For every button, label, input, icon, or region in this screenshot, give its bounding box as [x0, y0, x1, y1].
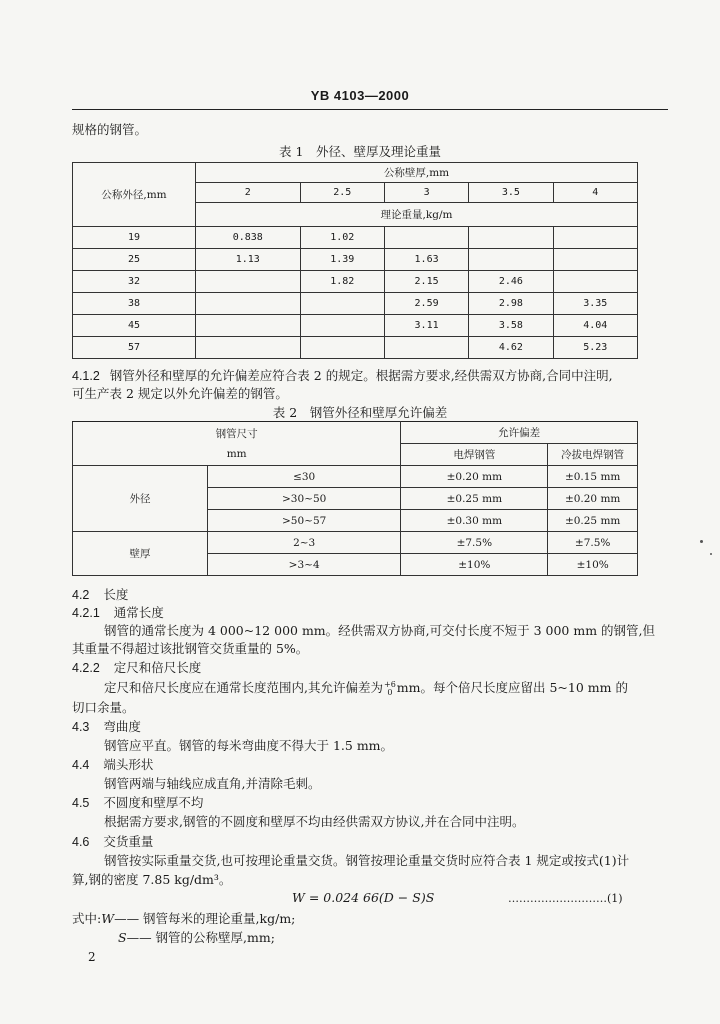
where-w-symbol: W [101, 911, 115, 926]
table1-wall-3.5: 3.5 [469, 183, 553, 203]
section-4-6-line1: 钢管按实际重量交货,也可按理论重量交货。钢管按理论重量交货时应符合表 1 规定或按式(1)计 [104, 853, 630, 868]
section-4-2-2-text-a: 定尺和倍尺长度应在通常长度范围内,其允许偏差为 [104, 680, 383, 695]
table1-weight-cell: 1.63 [384, 249, 468, 271]
where-w-text: —— 钢管每米的理论重量,kg/m; [114, 911, 296, 926]
table2-welded-cell: ±0.25 mm [401, 488, 548, 510]
table1-caption: 表 1 外径、壁厚及理论重量 [279, 144, 441, 159]
section-4-2-title: 长度 [103, 587, 129, 602]
where-s-symbol: S [118, 930, 127, 945]
section-4-4-text: 钢管两端与轴线应成直角,并清除毛刺。 [104, 776, 321, 791]
table1-weight-cell: 3.58 [469, 315, 553, 337]
section-4-2-heading [72, 586, 128, 604]
table-row [73, 249, 638, 271]
table1-weight-cell: 3.35 [553, 293, 637, 315]
table1 [72, 162, 638, 359]
section-4-2-2-number: 4.2.2 [72, 661, 100, 675]
section-4-2-2-heading [72, 659, 201, 677]
table1-weight-cell: 1.39 [300, 249, 384, 271]
table1-weight-cell [553, 271, 637, 293]
table2-size-label: 钢管尺寸 [215, 427, 258, 440]
table2-welded-cell: ±0.30 mm [401, 510, 548, 532]
table1-weight-cell: 2.59 [384, 293, 468, 315]
table-row [73, 337, 638, 359]
intro-line: 规格的钢管。 [72, 122, 148, 137]
table2-range-cell: ≤30 [208, 466, 401, 488]
table1-weight-cell [300, 293, 384, 315]
table-row [73, 466, 638, 488]
table1-weight-cell [196, 293, 301, 315]
section-4-5-number: 4.5 [72, 796, 90, 810]
table-row [73, 293, 638, 315]
table1-od-cell: 32 [73, 271, 196, 293]
section-4-2-1-heading [72, 604, 164, 622]
table1-od-cell: 25 [73, 249, 196, 271]
section-4-2-1-line1: 钢管的通常长度为 4 000~12 000 mm。经供需双方协商,可交付长度不短于 3 000 mm 的钢管,但 [104, 623, 656, 638]
table1-weight-cell: 1.82 [300, 271, 384, 293]
table1-wall-header: 公称壁厚,mm [196, 163, 638, 183]
table1-od-cell: 45 [73, 315, 196, 337]
section-4-1-2-number: 4.1.2 [72, 369, 100, 383]
standard-code-header: YB 4103—2000 [310, 88, 410, 103]
table2-size-unit: mm [226, 447, 247, 460]
where-line-s [118, 929, 275, 947]
table2-group-label: 外径 [73, 466, 208, 532]
table1-weight-cell: 4.04 [553, 315, 637, 337]
where-line-w [72, 910, 295, 928]
table1-weight-cell [384, 227, 468, 249]
table-row [73, 315, 638, 337]
section-4-3-heading [72, 718, 141, 736]
table1-weight-cell [300, 337, 384, 359]
table1-weight-cell: 5.23 [553, 337, 637, 359]
section-4-2-2-line2: 切口余量。 [72, 700, 135, 715]
section-4-6-title: 交货重量 [103, 834, 154, 849]
table2 [72, 421, 638, 576]
table1-weight-cell [196, 315, 301, 337]
table1-weight-cell [384, 337, 468, 359]
section-4-4-heading [72, 756, 153, 774]
table2-cold-cell: ±10% [548, 554, 638, 576]
section-4-3-title: 弯曲度 [103, 719, 141, 734]
table1-wall-2.5: 2.5 [300, 183, 384, 203]
tolerance-lower: 0 [387, 687, 393, 697]
formula-number: ………………………(1) [508, 892, 623, 905]
section-4-3-number: 4.3 [72, 720, 90, 734]
page-number: 2 [88, 950, 96, 964]
table1-weight-header: 理论重量,kg/m [196, 203, 638, 227]
table2-cold-cell: ±0.25 mm [548, 510, 638, 532]
section-4-2-2-text-b: mm。每个倍尺长度应留出 5~10 mm 的 [396, 680, 628, 695]
section-4-6-number: 4.6 [72, 835, 90, 849]
length-tolerance [384, 681, 396, 697]
table1-wall-4: 4 [553, 183, 637, 203]
table2-range-cell: >50~57 [208, 510, 401, 532]
table1-weight-cell: 2.46 [469, 271, 553, 293]
table2-size-header [73, 422, 401, 466]
scan-speck [710, 553, 712, 555]
table1-weight-cell [553, 249, 637, 271]
table1-weight-cell [300, 315, 384, 337]
weight-formula: W = 0.024 66(D − S)S [292, 890, 435, 905]
table1-od-cell: 38 [73, 293, 196, 315]
section-4-2-number: 4.2 [72, 588, 90, 602]
section-4-2-2-title: 定尺和倍尺长度 [113, 660, 202, 675]
section-4-2-1-title: 通常长度 [113, 605, 164, 620]
table1-od-header: 公称外径,mm [73, 163, 196, 227]
table1-weight-cell: 1.02 [300, 227, 384, 249]
table1-weight-cell [196, 271, 301, 293]
table1-od-cell: 57 [73, 337, 196, 359]
table2-cold-cell: ±0.20 mm [548, 488, 638, 510]
table-row [73, 532, 638, 554]
section-4-1-2-line1 [72, 367, 613, 385]
table2-cold-cell: ±7.5% [548, 532, 638, 554]
header-rule [72, 109, 668, 110]
table2-col-welded: 电焊钢管 [401, 444, 548, 466]
table1-weight-cell: 0.838 [196, 227, 301, 249]
section-4-6-heading [72, 833, 153, 851]
table2-range-cell: 2~3 [208, 532, 401, 554]
section-4-3-text: 钢管应平直。钢管的每米弯曲度不得大于 1.5 mm。 [104, 738, 394, 753]
section-4-4-number: 4.4 [72, 758, 90, 772]
table2-welded-cell: ±0.20 mm [401, 466, 548, 488]
table1-weight-cell [469, 249, 553, 271]
table1-weight-cell: 2.15 [384, 271, 468, 293]
table1-wall-3: 3 [384, 183, 468, 203]
where-intro: 式中: [72, 911, 102, 926]
table1-weight-cell: 1.13 [196, 249, 301, 271]
section-4-5-text: 根据需方要求,钢管的不圆度和壁厚不均由经供需双方协议,并在合同中注明。 [104, 814, 525, 829]
table2-welded-cell: ±10% [401, 554, 548, 576]
table1-weight-cell: 2.98 [469, 293, 553, 315]
table2-welded-cell: ±7.5% [401, 532, 548, 554]
table2-range-cell: >3~4 [208, 554, 401, 576]
where-s-text: —— 钢管的公称壁厚,mm; [126, 930, 275, 945]
section-4-5-heading [72, 794, 203, 812]
section-4-2-2-line1 [104, 679, 628, 697]
table1-weight-cell: 4.62 [469, 337, 553, 359]
table2-range-cell: >30~50 [208, 488, 401, 510]
table2-caption: 表 2 钢管外径和壁厚允许偏差 [272, 405, 448, 420]
table-row [73, 271, 638, 293]
table2-cold-cell: ±0.15 mm [548, 466, 638, 488]
table2-col-cold: 冷拔电焊钢管 [548, 444, 638, 466]
table1-weight-cell [553, 227, 637, 249]
table1-wall-2: 2 [196, 183, 301, 203]
table1-od-cell: 19 [73, 227, 196, 249]
section-4-4-title: 端头形状 [103, 757, 154, 772]
section-4-6-line2: 算,钢的密度 7.85 kg/dm³。 [72, 872, 232, 887]
section-4-2-1-line2: 其重量不得超过该批钢管交货重量的 5%。 [72, 641, 309, 656]
table2-group-label: 壁厚 [73, 532, 208, 576]
scan-speck [700, 540, 703, 543]
table2-allow-header: 允许偏差 [401, 422, 638, 444]
table1-weight-cell [469, 227, 553, 249]
section-4-1-2-text1: 钢管外径和壁厚的允许偏差应符合表 2 的规定。根据需方要求,经供需双方协商,合同中注明, [109, 368, 613, 383]
section-4-1-2-line2: 可生产表 2 规定以外允许偏差的钢管。 [72, 386, 288, 401]
section-4-2-1-number: 4.2.1 [72, 606, 100, 620]
section-4-5-title: 不圆度和壁厚不均 [103, 795, 204, 810]
table1-weight-cell [196, 337, 301, 359]
table1-weight-cell: 3.11 [384, 315, 468, 337]
table-row [73, 227, 638, 249]
tolerance-upper: +6 [383, 679, 396, 689]
